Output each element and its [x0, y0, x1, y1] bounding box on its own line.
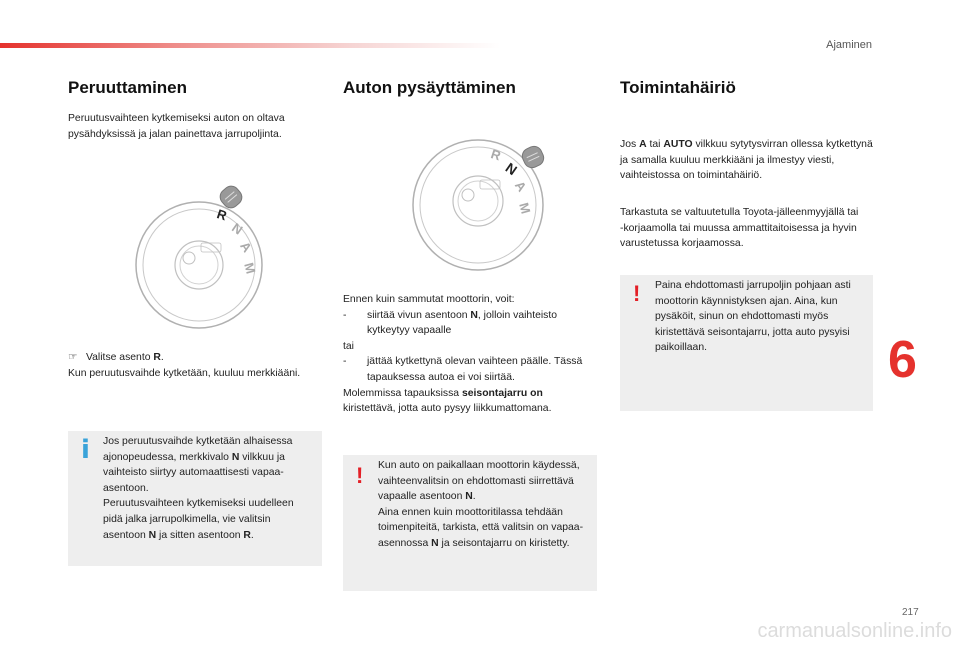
warning-box-stopping: [343, 455, 597, 591]
handbrake-note: Molemmissa tapauksissa seisontajarru on kiristettävä, jotta auto pysyy liikkumattomana.: [343, 387, 552, 415]
reverse-beep-note: Kun peruutusvaihde kytketään, kuuluu merkkiääni.: [68, 367, 301, 379]
step-end: .: [160, 352, 164, 363]
gear-selector-knob-image: [131, 183, 269, 331]
knob-letter-a: A: [237, 238, 255, 256]
select-r-step: [68, 350, 318, 381]
chapter-number: 6: [888, 331, 917, 389]
step-gear: R: [153, 352, 161, 363]
info-icon: i: [81, 435, 90, 465]
warning-text: Kun auto on paikallaan moottorin käydessä, vaihteenvalitsin on ehdottomasti siirrettävä vapaalle asentoon N. Aina ennen kuin moottoritilassa tehdään toimenpiteitä, tarkista, että valitsin on vapaa-asennossa N ja seisontajarru on kiristetty.: [378, 460, 584, 549]
knob-letter-m: M: [241, 261, 259, 276]
malfunction-text: Jos A tai AUTO vilkkuu sytytysvirran ollessa kytkettynä ja samalla kuuluu merkkiääni ja ilmestyy viesti, vaihteistossa on toimintahäiriö.: [620, 139, 873, 182]
page-number: 217: [902, 607, 919, 618]
section-name: Ajaminen: [826, 39, 872, 51]
knob-letter-r: R: [489, 146, 503, 164]
heading-reversing: Peruuttaminen: [68, 78, 188, 97]
reversing-intro: Peruutusvaihteen kytkemiseksi auton on oltava pysähdyksissä ja jalan painettava jarrupoljinta.: [68, 113, 285, 140]
list-item: - siirtää vivun asentoon N, jolloin vaihteisto kytkeytyy vapaalle: [343, 309, 558, 337]
knob-letter-r: R: [215, 206, 229, 224]
or-text: tai: [343, 340, 354, 352]
info-text: Jos peruutusvaihde kytketään alhaisessa ajonopeudessa, merkkivalo N vilkkuu ja vaihteisto siirtyy automaattisesti vapaa-asentoon. Peruutusvaihteen kytkemiseksi uudelleen pidä jalka jarrupolkimella, vie valitsin asentoon N ja sitten asentoon R.: [103, 436, 294, 541]
list-item: - jättää kytkettynä olevan vaihteen päälle. Tässä tapauksessa autoa ei voi siirtää.: [343, 356, 583, 383]
watermark: carmanualsonline.info: [757, 620, 952, 642]
knob-letter-n: N: [502, 159, 521, 179]
warning-text: Paina ehdottomasti jarrupoljin pohjaan asti moottorin käynnistyksen ajan. Aina, kun pysäköit, sinun on ehdottomasti myös kiristettävä seisontajarru, jotta auto pysyisi paikoillaan.: [655, 280, 851, 354]
stopping-intro: Ennen kuin sammutat moottorin, voit:: [343, 294, 515, 305]
dealer-text: Tarkastuta se valtuutetulla Toyota-jälleenmyyjällä tai -korjaamolla tai muussa ammattitaitoisessa ja hyvin varustetussa korjaamossa.: [620, 207, 859, 250]
heading-stopping: Auton pysäyttäminen: [343, 78, 516, 97]
stopping-instructions: [343, 292, 598, 417]
info-box-reversing: [68, 431, 322, 566]
warning-box-malfunction: [620, 275, 873, 411]
knob-letter-n: N: [229, 219, 246, 238]
heading-malfunction: Toimintahäiriö: [620, 78, 736, 97]
knob-letter-m: M: [516, 201, 534, 216]
knob-letter-a: A: [511, 178, 530, 195]
warning-icon: !: [633, 281, 641, 306]
gear-selector-knob-image: [398, 125, 548, 275]
header-accent-bar: [0, 43, 500, 48]
step-text: Valitse asento: [86, 352, 154, 363]
warning-icon: !: [356, 463, 364, 488]
hand-pointer-icon: ☞: [68, 352, 78, 363]
